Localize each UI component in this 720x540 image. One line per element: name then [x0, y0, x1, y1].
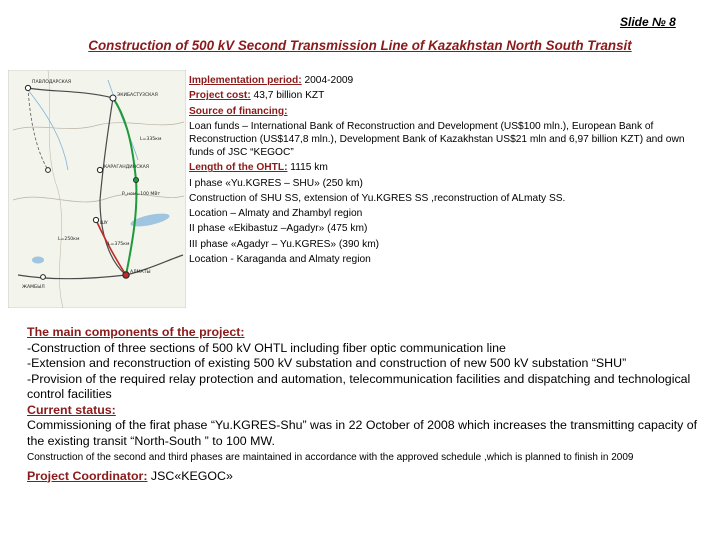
map-label-karaganda: КАРАГАНДИНСКАЯ	[104, 165, 149, 170]
cost-row	[189, 89, 711, 102]
component-item: -Construction of three sections of 500 kV OHTL including fiber optic communication line	[27, 340, 506, 355]
phase2: II phase «Ekibastuz –Agadyr» (475 km)	[189, 223, 368, 235]
substation	[133, 177, 138, 182]
component-item: -Provision of the required relay protection and automation, telecommunication facilities and dispatching and technological control facilities	[27, 371, 691, 401]
map-label-shu: ШУ	[100, 221, 108, 226]
implementation-row	[189, 74, 711, 87]
substation-zhambyl	[41, 275, 46, 280]
cost-label: Project cost:	[189, 90, 251, 102]
substation-ekibastuz	[110, 95, 116, 101]
phase3: III phase «Agadyr – Yu.KGRES» (390 km)	[189, 238, 380, 250]
map-background	[8, 70, 186, 308]
implementation-value: 2004-2009	[301, 75, 354, 86]
phase1-description: Construction of SHU SS, extension of Yu.KGRES SS ,reconstruction of ALmaty SS.	[189, 192, 566, 204]
length-value: 1115 km	[287, 162, 328, 174]
slide-number: Slide № 8	[620, 15, 676, 29]
status-note: Construction of the second and third phases are maintained in accordance with the approved schedule ,which is planned to finish in 2009	[27, 452, 634, 463]
implementation-label: Implementation period:	[189, 75, 302, 86]
transmission-line-map	[8, 70, 186, 308]
map-label-ekibastuz: ЭКИБАСТУЗСКАЯ	[117, 93, 158, 98]
map-label-length: L=250км	[58, 237, 80, 242]
map-label-zhambyl: ЖАМБЫЛ	[22, 285, 45, 290]
map-label-length: L=375км	[108, 242, 130, 247]
status-heading: Current status:	[27, 402, 116, 417]
substation-almaty	[123, 272, 129, 278]
map-label-almaty: АЛМАТЫ	[130, 270, 151, 275]
project-details	[27, 325, 699, 484]
substation-shu	[93, 217, 98, 222]
status-text: Commissioning of the firat phase “Yu.KGRES-Shu” was in 22 October of 2008 which increases the transmitting capacity of the existing transit “North-South ” to 100 MW.	[27, 418, 698, 448]
slide-title: Construction of 500 kV Second Transmission Line of Kazakhstan North South Transit	[88, 38, 632, 53]
cost-value: 43,7 billion KZT	[250, 90, 325, 102]
lake	[32, 257, 44, 264]
substation-agadyr	[97, 167, 102, 172]
map-label-length: L=335км	[140, 137, 162, 142]
component-item: -Extension and reconstruction of existing 500 kV substation and construction of new 500 kV substation “SHU”	[27, 356, 627, 370]
location1: Location – Almaty and Zhambyl region	[189, 208, 363, 220]
project-info	[189, 74, 711, 268]
length-row	[189, 161, 711, 174]
length-label: Length of the OHTL:	[189, 162, 288, 174]
financing-row	[189, 105, 711, 118]
phase1: I phase «Yu.KGRES – SHU» (250 km)	[189, 177, 363, 189]
location2: Location - Karaganda and Almaty region	[189, 254, 371, 265]
financing-label: Source of financing:	[189, 105, 288, 117]
components-heading: The main components of the project:	[27, 325, 245, 339]
map-label-pavlodar: ПАВЛОДАРСКАЯ	[32, 80, 72, 85]
substation	[25, 85, 30, 90]
substation	[46, 168, 51, 173]
coordinator-value: JSC«KEGOC»	[147, 468, 233, 483]
map-label-power: P_ном=100 МВт	[122, 192, 161, 197]
coordinator-label: Project Coordinator:	[27, 468, 148, 483]
financing-text: Loan funds – International Bank of Reconstruction and Development (US$100 mln.), European Bank of Reconstruction (US$147,8 mln.), Development Bank of Kazakhstan US$21 mln and 6,97 billion KZT) and own funds of JSC “KEGOC”	[189, 120, 685, 159]
coordinator-row	[27, 469, 699, 485]
